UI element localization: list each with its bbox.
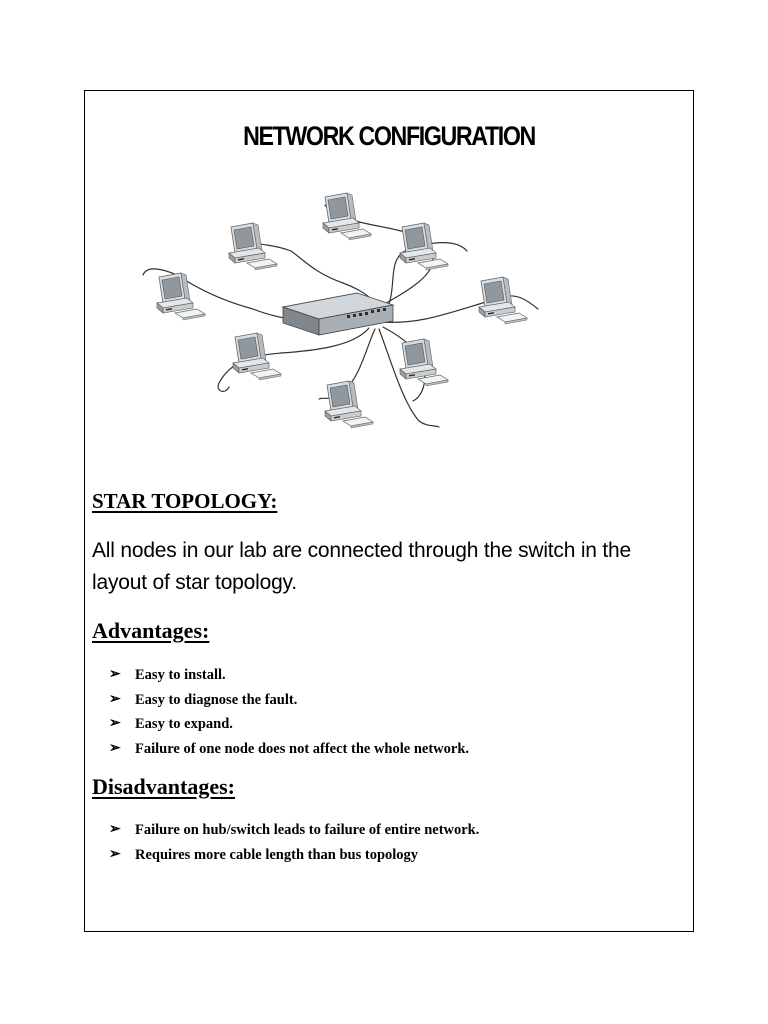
desktop-computer-icon	[400, 223, 448, 270]
desktop-computer-icon	[157, 273, 205, 320]
arrowhead-bullet-icon: ➢	[109, 716, 121, 731]
arrowhead-bullet-icon: ➢	[109, 846, 121, 862]
list-item: ➢ Easy to expand.	[109, 712, 469, 737]
list-item: ➢ Easy to diagnose the fault.	[109, 688, 469, 713]
disadvantages-list	[109, 818, 479, 867]
arrowhead-bullet-icon: ➢	[109, 740, 121, 756]
disadvantages-heading: Disadvantages:	[92, 774, 236, 799]
arrowhead-bullet-icon: ➢	[109, 667, 121, 682]
network-switch-icon	[283, 293, 393, 335]
arrowhead-bullet-icon: ➢	[109, 691, 121, 707]
desktop-computer-icon	[233, 333, 281, 380]
desktop-computer-icon	[400, 339, 448, 386]
advantages-heading: Advantages:	[92, 618, 210, 643]
document-frame	[84, 90, 694, 932]
star-topology-heading: STAR TOPOLOGY:	[92, 489, 278, 513]
star-topology-diagram	[133, 191, 553, 446]
desktop-computer-icon	[325, 381, 373, 428]
advantages-list	[109, 663, 469, 761]
desktop-computer-icon	[479, 277, 527, 324]
desktop-computer-icon	[229, 223, 277, 270]
page-title: NETWORK CONFIGURATION	[243, 121, 535, 151]
arrowhead-bullet-icon: ➢	[109, 822, 121, 837]
list-item: ➢ Failure on hub/switch leads to failure of entire network.	[109, 818, 479, 843]
desktop-computer-icon	[323, 193, 371, 240]
list-item: ➢ Requires more cable length than bus topology	[109, 843, 479, 868]
list-item: ➢ Easy to install.	[109, 663, 469, 688]
star-topology-description: All nodes in our lab are connected through the switch in the layout of star topology.	[92, 539, 632, 594]
list-item: ➢ Failure of one node does not affect the whole network.	[109, 737, 469, 762]
